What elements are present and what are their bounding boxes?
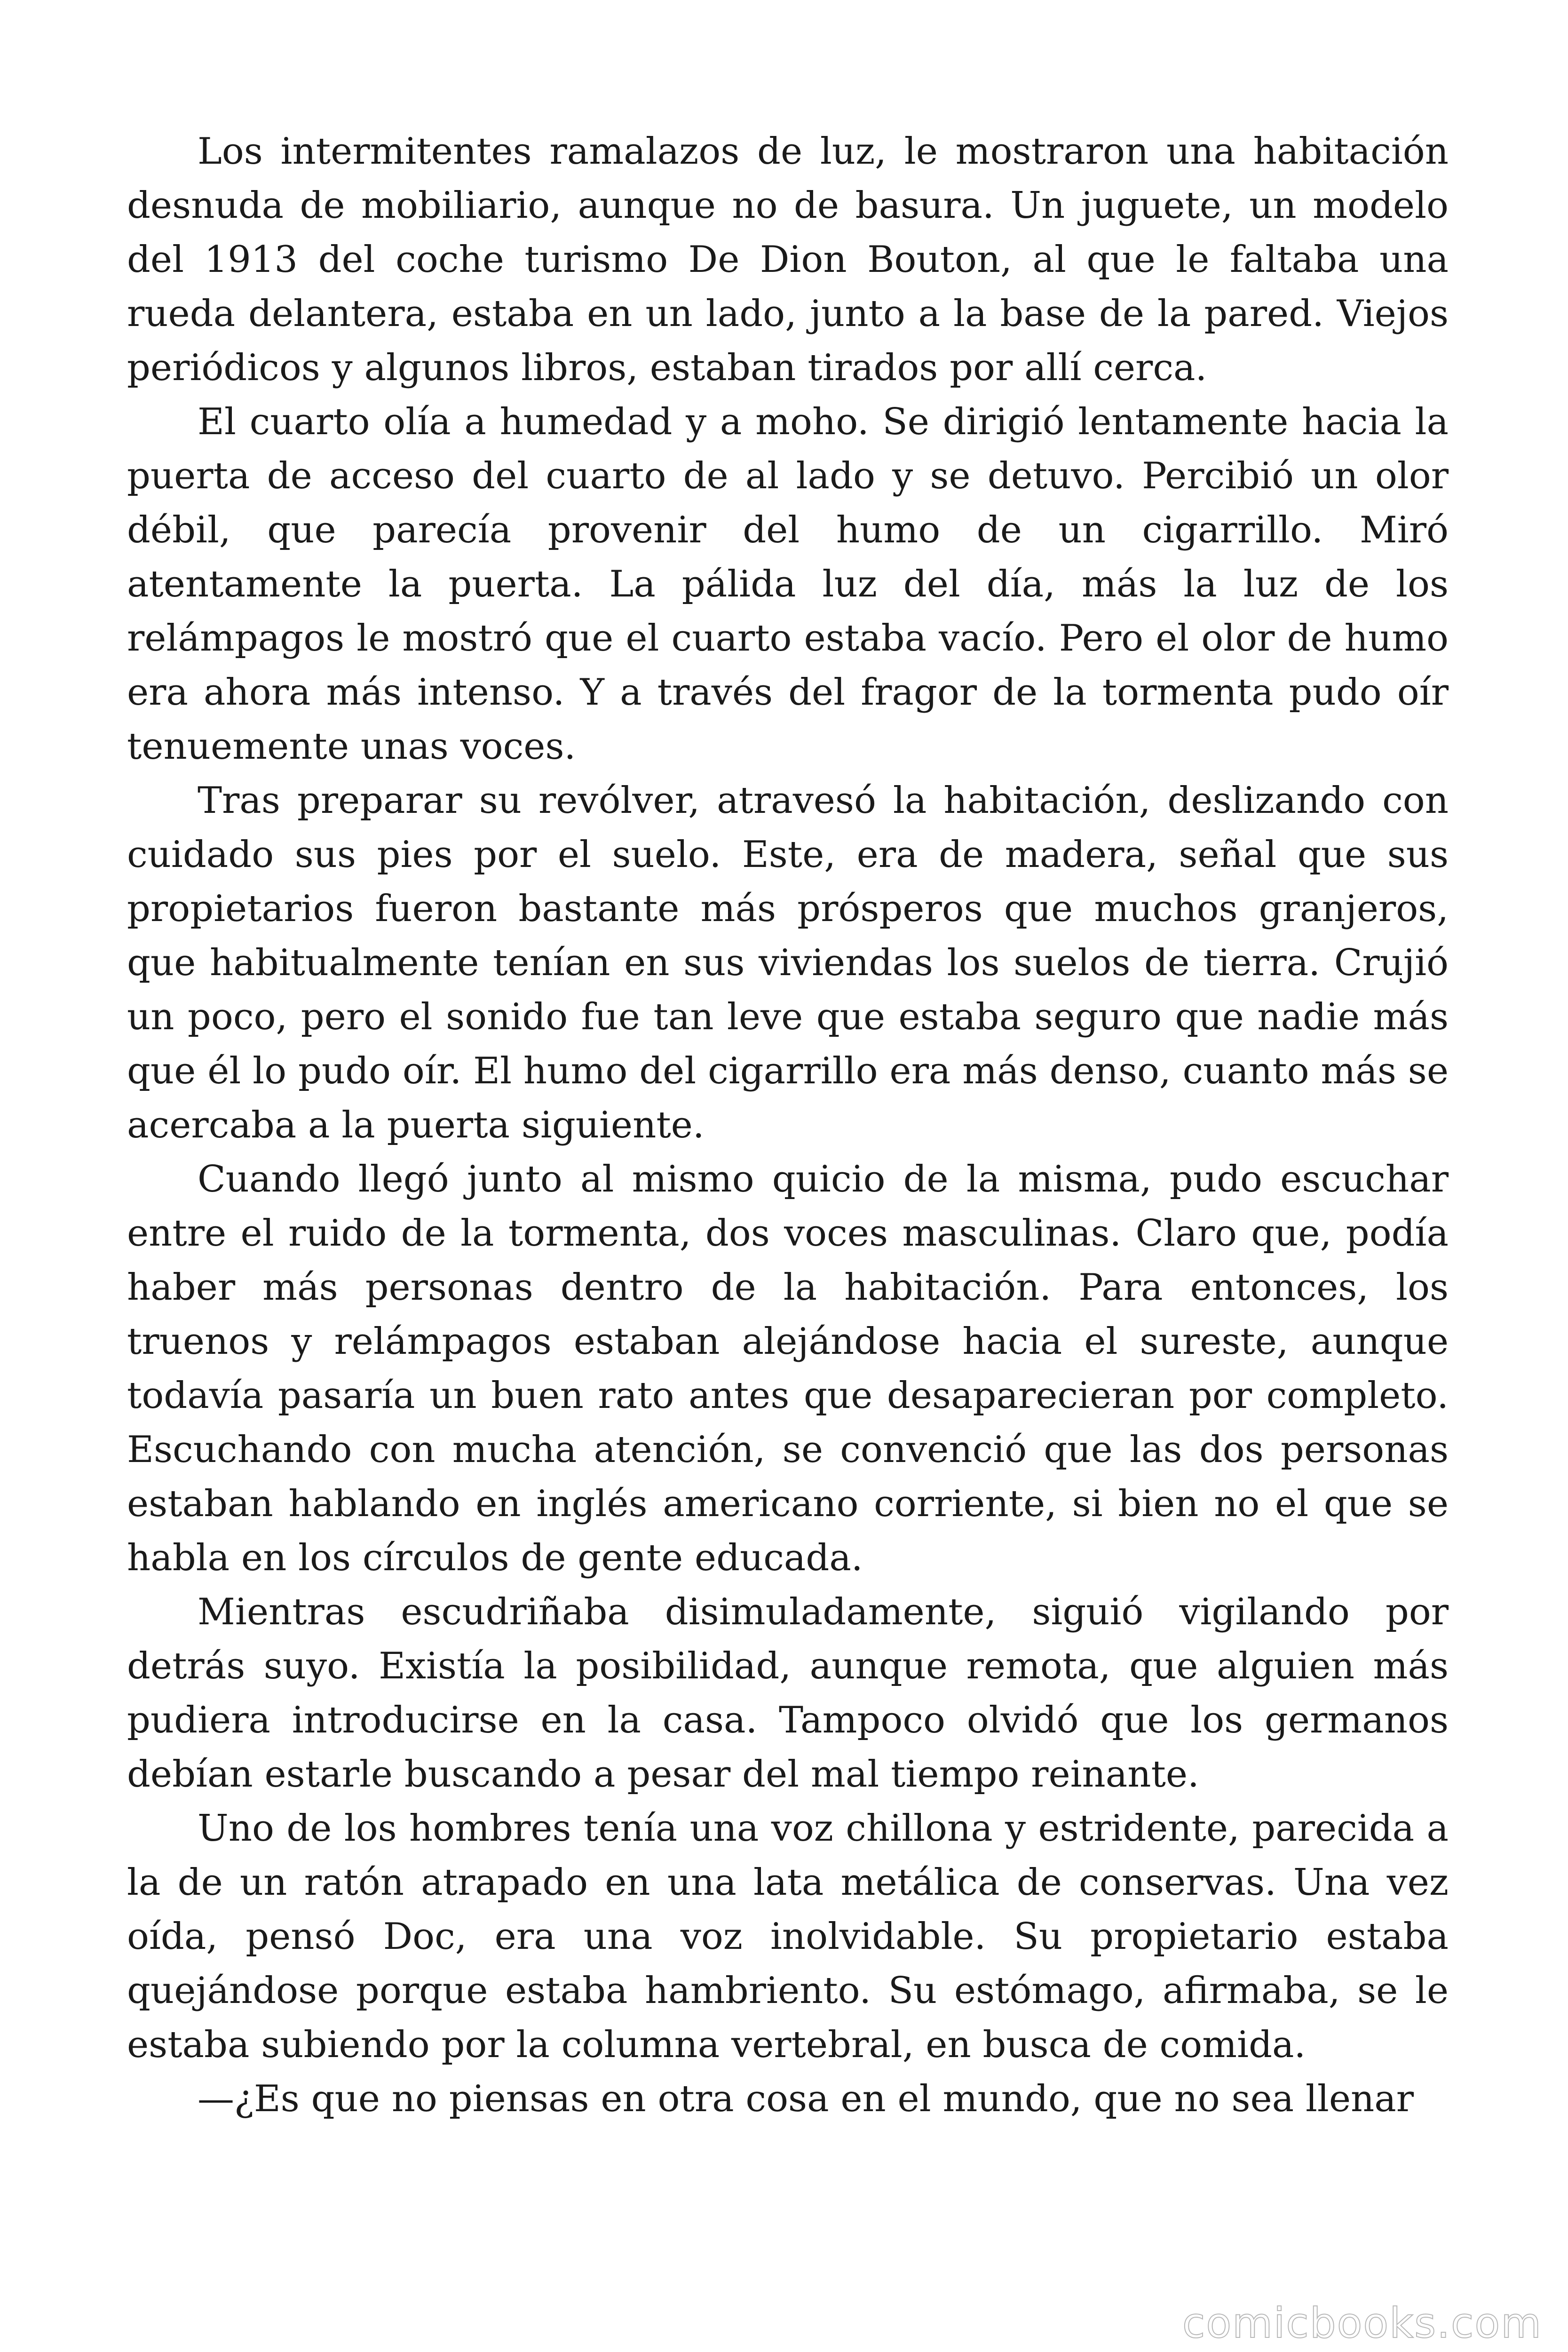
paragraph: El cuarto olía a humedad y a moho. Se dirigió lentamente hacia la puerta de acceso del cuarto de al lado y se detuvo. Percibió un olor débil, que parecía provenir del humo de un cigarrillo. Miró atentamente la puerta. La pálida luz del día, más la luz de los relámpagos le mostró que el cuarto estaba vacío. Pero el olor de humo era ahora más intenso. Y a través del fragor de la tormenta pudo oír tenuemente unas voces. (127, 401, 1449, 768)
paragraph: Mientras escudriñaba disimuladamente, siguió vigilando por detrás suyo. Existía la posibilidad, aunque remota, que alguien más pudiera introducirse en la casa. Tampoco olvidó que los germanos debían estarle buscando a pesar del mal tiempo reinante. (127, 1591, 1449, 1796)
paragraph: Uno de los hombres tenía una voz chillona y estridente, parecida a la de un ratón atrapado en una lata metálica de conservas. Una vez oída, pensó Doc, era una voz inolvidable. Su propietario estaba quejándose porque estaba hambriento. Su estómago, afirmaba, se le estaba subiendo por la columna vertebral, en busca de comida. (127, 1807, 1449, 2066)
paragraph: Tras preparar su revólver, atravesó la habitación, deslizando con cuidado sus pies por el suelo. Este, era de madera, señal que sus propietarios fueron bastante más prósperos que muchos granjeros, que habitualmente tenían en sus viviendas los suelos de tierra. Crujió un poco, pero el sonido fue tan leve que estaba seguro que nadie más que él lo pudo oír. El humo del cigarrillo era más denso, cuanto más se acercaba a la puerta siguiente. (127, 779, 1449, 1146)
paragraph: —¿Es que no piensas en otra cosa en el mundo, que no sea llenar (198, 2078, 1414, 2120)
paragraph: Los intermitentes ramalazos de luz, le mostraron una habitación desnuda de mobiliario, aunque no de basura. Un juguete, un modelo del 1913 del coche turismo De Dion Bouton, al que le faltaba una rueda delantera, estaba en un lado, junto a la base de la pared. Viejos periódicos y algunos libros, estaban tirados por allí cerca. (127, 130, 1449, 389)
page-body (127, 125, 1449, 2126)
watermark: comicbooks.com (1182, 2299, 1542, 2347)
paragraph: Cuando llegó junto al mismo quicio de la misma, pudo escuchar entre el ruido de la tormenta, dos voces masculinas. Claro que, podía haber más personas dentro de la habitación. Para entonces, los truenos y relámpagos estaban alejándose hacia el sureste, aunque todavía pasaría un buen rato antes que desaparecieran por completo. Escuchando con mucha atención, se convenció que las dos personas estaban hablando en inglés americano corriente, si bien no el que se habla en los círculos de gente educada. (127, 1158, 1449, 1579)
